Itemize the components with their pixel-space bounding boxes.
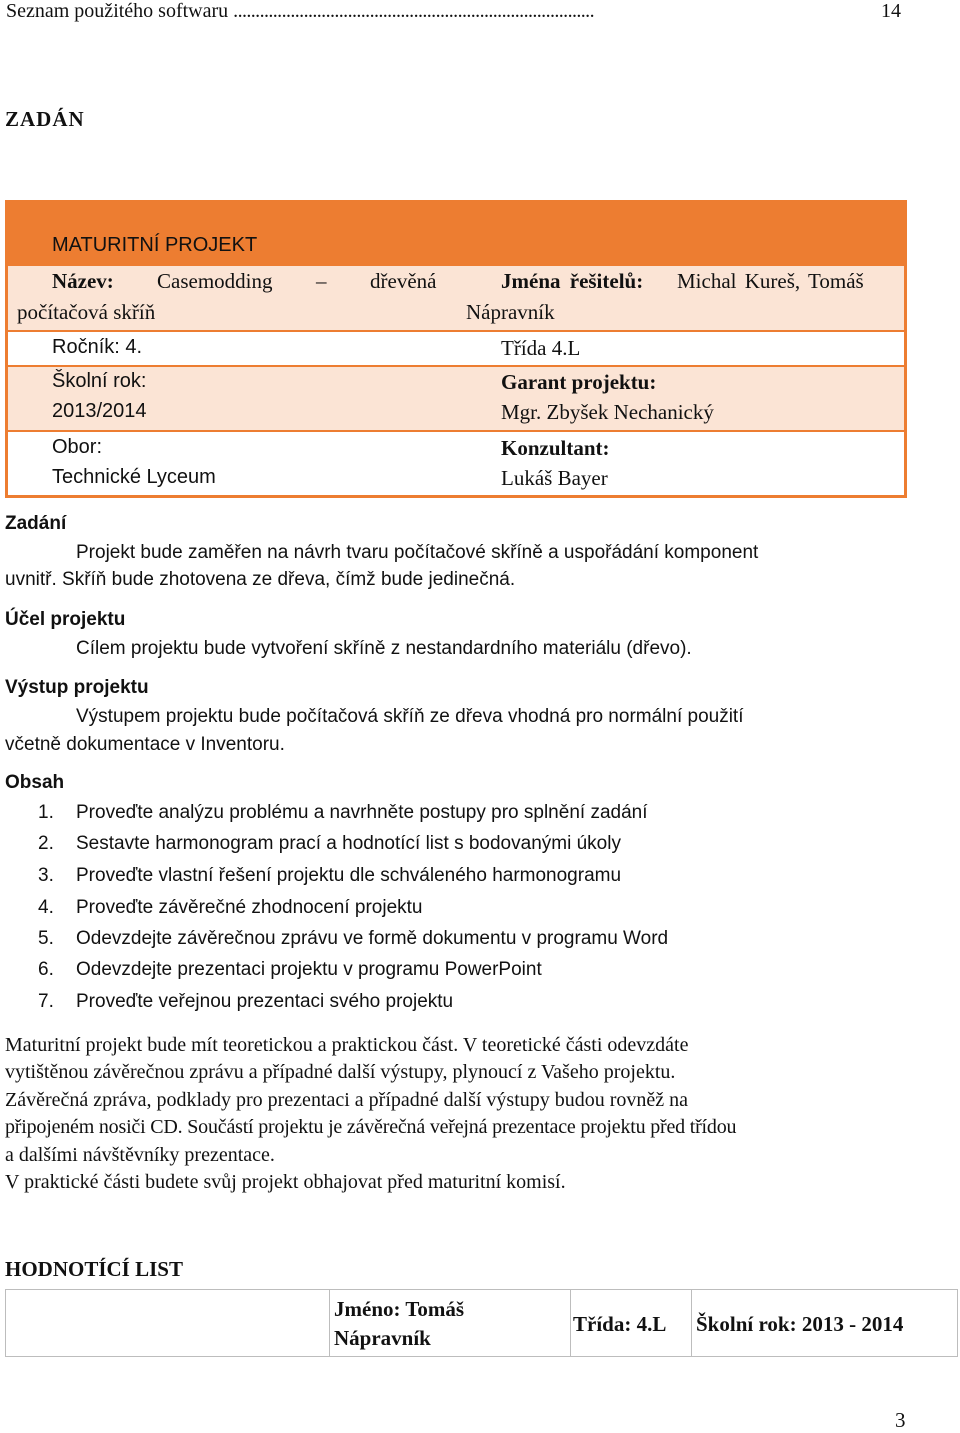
list-item: 3. Proveďte vlastní řešení projektu dle schváleného harmonogramu: [38, 865, 622, 886]
assignment-line1: Projekt bude zaměřen na návrh tvaru počítačové skříně a uspořádání komponent: [76, 542, 759, 563]
school-year-label: Školní rok:: [52, 370, 147, 392]
evaluation-heading: HODNOTÍCÍ LIST: [5, 1257, 183, 1281]
output-line2: včetně dokumentace v Inventoru.: [5, 734, 285, 755]
project-table-title: MATURITNÍ PROJEKT: [52, 234, 258, 256]
list-item: 6. Odevzdejte prezentaci projektu v programu PowerPoint: [38, 959, 542, 980]
year-label: Ročník: 4.: [52, 336, 143, 358]
purpose-heading: Účel projektu: [5, 609, 126, 630]
purpose-line1: Cílem projektu bude vytvoření skříně z nestandardního materiálu (dřevo).: [76, 638, 692, 659]
closing-line: a dalšími návštěvníky prezentace.: [5, 1144, 275, 1166]
output-line1: Výstupem projektu bude počítačová skříň ze dřeva vhodná pro normální použití: [76, 706, 744, 727]
list-item: 7. Proveďte veřejnou prezentaci svého projektu: [38, 991, 454, 1012]
name-line1-b: dřevěná: [370, 269, 437, 293]
assignment-heading: Zadání: [5, 513, 67, 534]
name-label: Název:: [52, 269, 114, 293]
toc-page-number: 14: [881, 0, 901, 22]
page-number: 3: [895, 1408, 906, 1432]
field-value: Technické Lyceum: [52, 466, 216, 488]
toc-entry[interactable]: [6, 0, 594, 23]
section-heading: ZADÁN: [5, 107, 85, 131]
assignment-line2: uvnitř. Skříň bude zhotovena ze dřeva, čímž bude jedinečná.: [5, 569, 516, 590]
closing-line: Závěrečná zpráva, podklady pro prezentaci a případné další výstupy budou rovněž na: [5, 1089, 689, 1111]
field-label: Obor:: [52, 436, 103, 458]
consultant-label: Konzultant:: [501, 436, 610, 460]
eval-name-line2: Nápravník: [334, 1326, 431, 1350]
contents-heading: Obsah: [5, 772, 65, 793]
solvers-line1: Michal Kureš, Tomáš: [677, 269, 864, 293]
name-line2: počítačová skříň: [17, 300, 156, 324]
toc-entry-title: Seznam použitého softwaru: [6, 0, 229, 22]
solvers-label: Jména řešitelů:: [501, 269, 644, 293]
class-value: Třída 4.L: [501, 336, 581, 360]
guarantor-label: Garant projektu:: [501, 370, 657, 394]
list-item: 5. Odevzdejte závěrečnou zprávu ve formě dokumentu v programu Word: [38, 928, 669, 949]
list-item: 4. Proveďte závěrečné zhodnocení projektu: [38, 897, 423, 918]
toc-leader: ..................................................................................: [233, 0, 594, 22]
closing-line: připojeném nosiči CD. Součástí projektu je závěrečná veřejná prezentace projektu před třídou: [5, 1116, 737, 1138]
eval-class: Třída: 4.L: [573, 1312, 667, 1336]
consultant-value: Lukáš Bayer: [501, 466, 608, 490]
solvers-line2: Nápravník: [466, 300, 555, 324]
list-item: 1. Proveďte analýzu problému a navrhněte postupy pro splnění zadání: [38, 802, 648, 823]
guarantor-value: Mgr. Zbyšek Nechanický: [501, 400, 714, 424]
output-heading: Výstup projektu: [5, 677, 149, 698]
list-item: 2. Sestavte harmonogram prací a hodnotící list s bodovanými úkoly: [38, 833, 621, 854]
eval-school-year: Školní rok: 2013 - 2014: [696, 1312, 904, 1336]
closing-line: V praktické části budete svůj projekt obhajovat před maturitní komisí.: [5, 1171, 566, 1193]
eval-name-line1: Jméno: Tomáš: [334, 1297, 465, 1321]
school-year-value: 2013/2014: [52, 400, 147, 422]
name-line1-a: Casemodding: [157, 269, 273, 293]
closing-line: Maturitní projekt bude mít teoretickou a praktickou část. V teoretické části odevzdáte: [5, 1034, 689, 1056]
name-line1-dash: –: [316, 269, 327, 293]
closing-line: vytištěnou závěrečnou zprávu a případné další výstupy, plynoucí z Vašeho projektu.: [5, 1061, 676, 1083]
